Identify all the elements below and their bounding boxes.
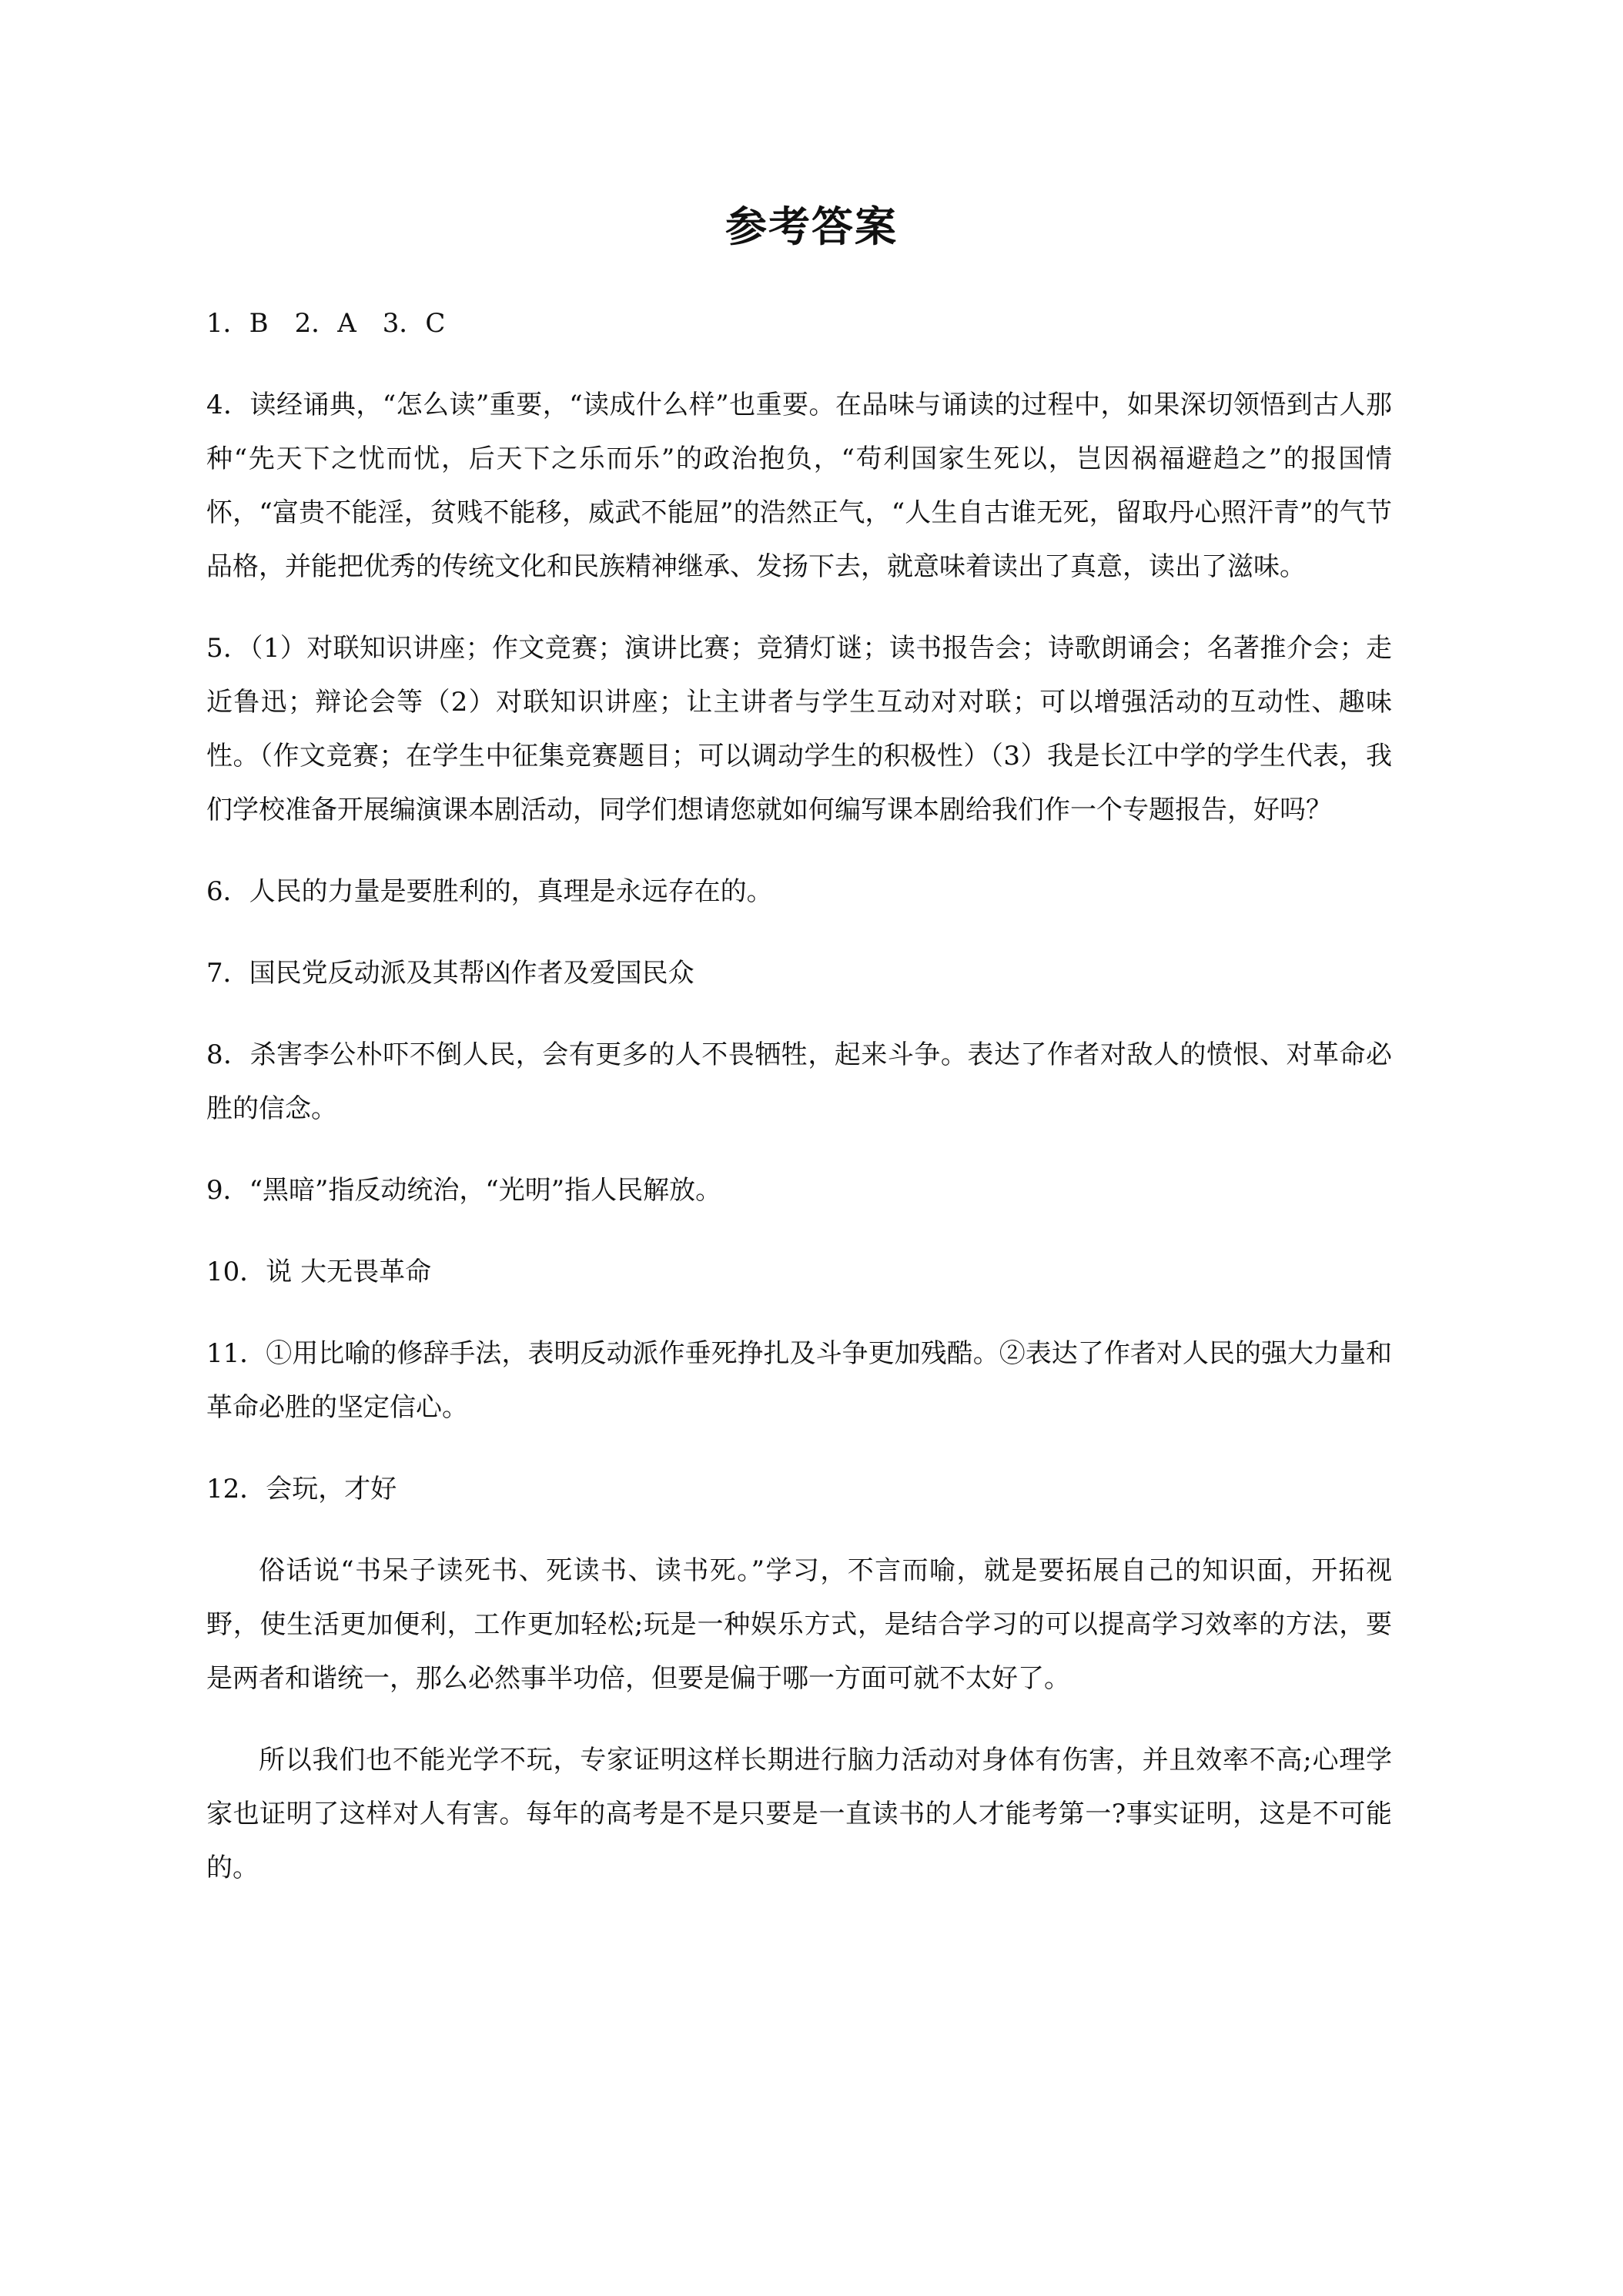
answer-7: 7．国民党反动派及其帮凶作者及爱国民众 (206, 958, 694, 989)
answer-10: 10．说 大无畏革命 (206, 1257, 432, 1287)
answer-12-title: 12．会玩，才好 (206, 1474, 397, 1504)
answer-8: 8．杀害李公朴吓不倒人民，会有更多的人不畏牺牲，起来斗争。表达了作者对敌人的愤恨、对革命必胜的信念。 (206, 1039, 1392, 1124)
answer-11: 11．①用比喻的修辞手法，表明反动派作垂死挣扎及斗争更加残酷。②表达了作者对人民的强大力量和革命必胜的坚定信心。 (206, 1338, 1392, 1423)
answer-1-3: 1．B 2．A 3．C (206, 308, 446, 339)
page-title: 参考答案 (725, 202, 898, 251)
answer-list (206, 296, 1392, 1895)
answer-5: 5．（1）对联知识讲座；作文竞赛；演讲比赛；竞猜灯谜；读书报告会；诗歌朗诵会；名著推介会；走近鲁迅；辩论会等（2）对联知识讲座；让主讲者与学生互动对对联；可以增强活动的互动性、趣味性。（作文竞赛；在学生中征集竞赛题目；可以调动学生的积极性）（3）我是长江中学的学生代表，我们学校准备开展编演课本剧活动，同学们想请您就如何编写课本剧给我们作一个专题报告，好吗？ (206, 633, 1392, 825)
answer-4: 4．读经诵典，“怎么读”重要，“读成什么样”也重要。在品味与诵读的过程中，如果深切领悟到古人那种“先天下之忧而忧，后天下之乐而乐”的政治抱负，“苟利国家生死以，岂因祸福避趋之”的报国情怀，“富贵不能淫，贫贱不能移，威武不能屈”的浩然正气，“人生自古谁无死，留取丹心照汗青”的气节品格，并能把优秀的传统文化和民族精神继承、发扬下去，就意味着读出了真意，读出了滋味。 (206, 390, 1392, 582)
answer-9: 9．“黑暗”指反动统治，“光明”指人民解放。 (206, 1175, 722, 1206)
essay-paragraph: 俗话说“书呆子读死书、死读书、读书死。”学习，不言而喻，就是要拓展自己的知识面，开拓视野，使生活更加便利，工作更加轻松;玩是一种娱乐方式，是结合学习的可以提高学习效率的方法，要是两者和谐统一，那么必然事半功倍，但要是偏于哪一方面可就不太好了。 (206, 1555, 1392, 1694)
essay-paragraph: 所以我们也不能光学不玩，专家证明这样长期进行脑力活动对身体有伤害，并且效率不高;心理学家也证明了这样对人有害。每年的高考是不是只要是一直读书的人才能考第一?事实证明，这是不可能的。 (206, 1745, 1392, 1883)
answer-6: 6．人民的力量是要胜利的，真理是永远存在的。 (206, 876, 773, 907)
